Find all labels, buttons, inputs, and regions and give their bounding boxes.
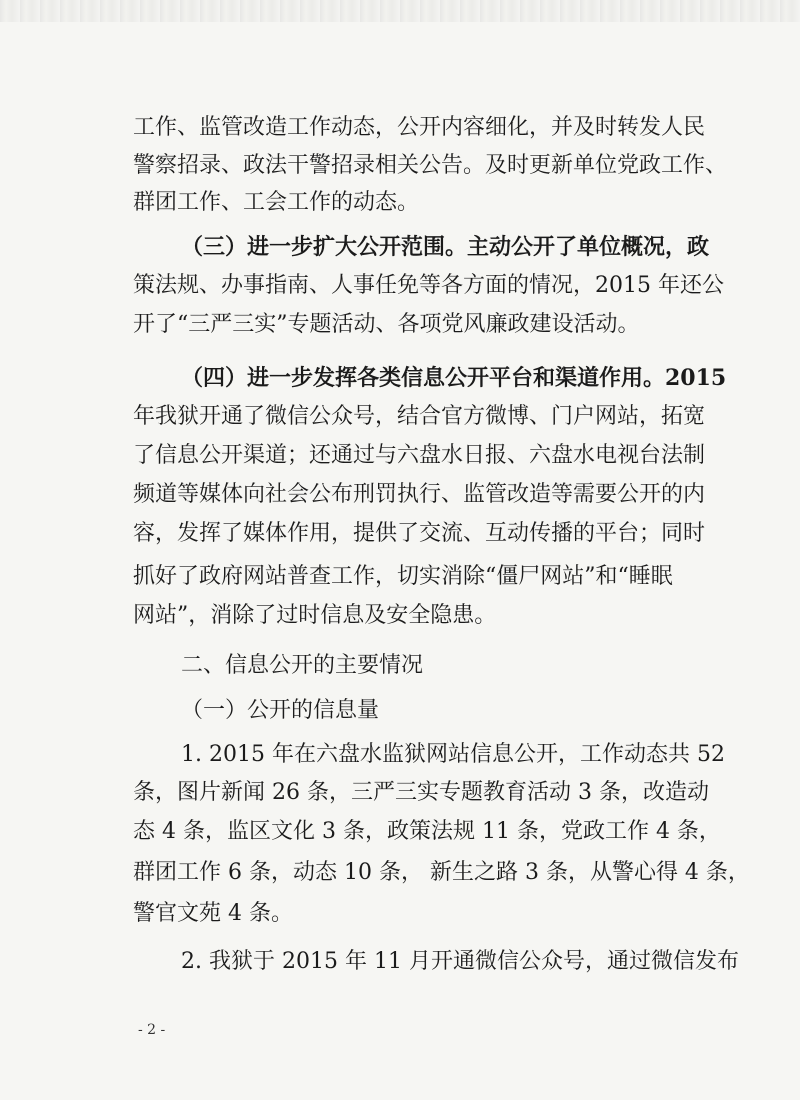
body-line-1: 工作、监管改造工作动态，公开内容细化，并及时转发人民 <box>133 115 706 140</box>
body-line-13: 网站”，消除了过时信息及安全隐患。 <box>133 603 497 628</box>
body-line-8: 年我狱开通了微信公众号，结合官方微博、门户网站，拓宽 <box>133 404 706 429</box>
body-line-12: 抓好了政府网站普查工作，切实消除“僵尸网站”和“睡眠 <box>133 564 673 589</box>
body-line-17: 条，图片新闻 26 条，三严三实专题教育活动 3 条，改造动 <box>133 780 709 805</box>
body-line-18: 态 4 条，监区文化 3 条，政策法规 11 条，党政工作 4 条， <box>133 819 721 844</box>
body-line-21: 2. 我狱于 2015 年 11 月开通微信公众号，通过微信发布 <box>181 949 739 974</box>
body-line-10: 频道等媒体向社会公布刑罚执行、监管改造等需要公开的内 <box>133 482 706 507</box>
subsection-one-heading: （一）公开的信息量 <box>181 698 380 723</box>
body-line-3: 群团工作、工会工作的动态。 <box>133 190 420 215</box>
body-line-19: 群团工作 6 条，动态 10 条， 新生之路 3 条，从警心得 4 条， <box>133 860 750 885</box>
body-line-11: 容，发挥了媒体作用，提供了交流、互动传播的平台；同时 <box>133 521 706 546</box>
body-line-9: 了信息公开渠道；还通过与六盘水日报、六盘水电视台法制 <box>133 443 706 468</box>
body-line-6: 开了“三严三实”专题活动、各项党风廉政建设活动。 <box>133 312 640 337</box>
body-line-2: 警察招录、政法干警招录相关公告。及时更新单位党政工作、 <box>133 153 728 178</box>
section-two-heading: 二、信息公开的主要情况 <box>181 653 424 678</box>
body-line-16: 1. 2015 年在六盘水监狱网站信息公开，工作动态共 52 <box>181 742 725 767</box>
scan-edge <box>0 0 800 22</box>
section-four-heading-line: （四）进一步发挥各类信息公开平台和渠道作用。2015 <box>181 365 727 391</box>
page-number: - 2 - <box>138 1022 166 1038</box>
body-line-5: 策法规、办事指南、人事任免等各方面的情况，2015 年还公 <box>133 273 724 298</box>
body-line-20: 警官文苑 4 条。 <box>133 901 293 926</box>
section-three-heading-line: （三）进一步扩大公开范围。主动公开了单位概况，政 <box>181 234 710 260</box>
